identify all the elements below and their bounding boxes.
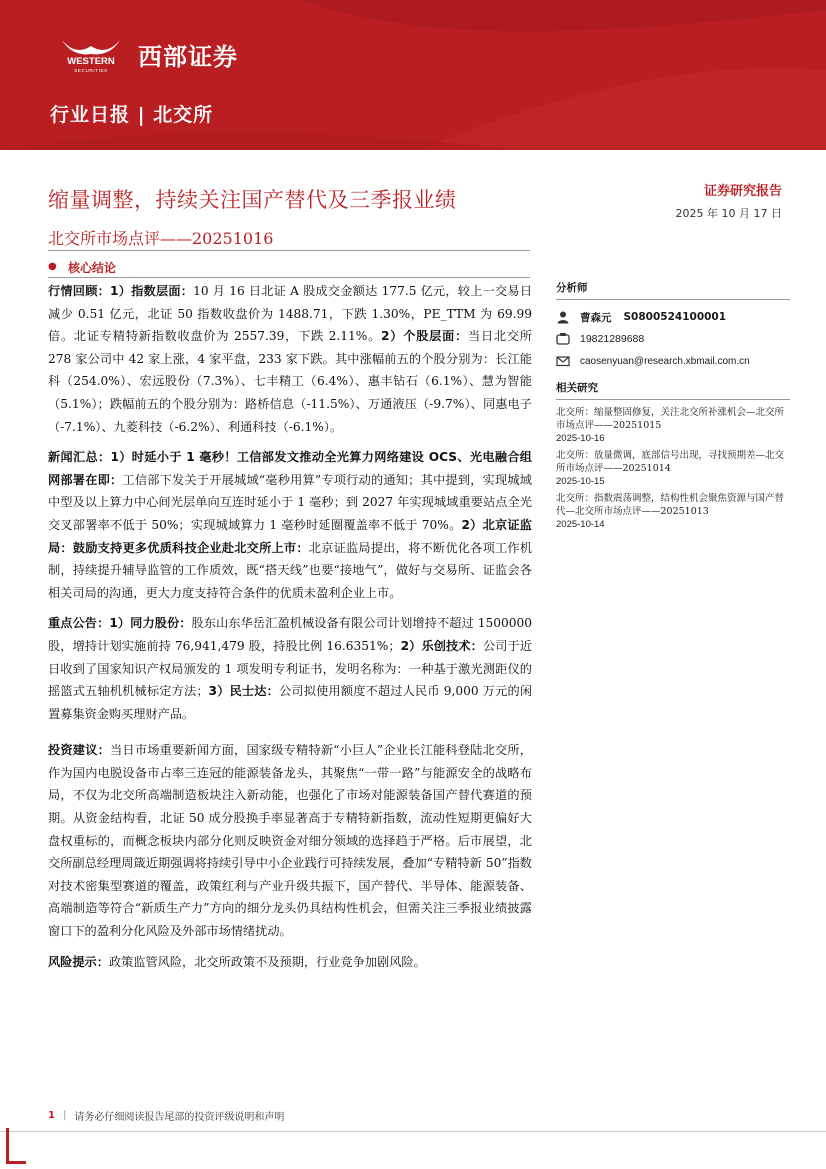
report-title: 缩量调整，持续关注国产替代及三季报业绩: [48, 188, 457, 212]
logo-cn: 西部证券: [138, 42, 238, 71]
analyst-phone: 19821289688: [580, 333, 645, 345]
bullet-icon: ●: [48, 261, 57, 272]
paragraph-news: [48, 446, 532, 604]
main-body: [48, 280, 532, 973]
logo-en: WESTERN: [67, 56, 115, 67]
person-icon: [556, 310, 570, 324]
paragraph-gap: [48, 604, 532, 612]
p5-bold-0: 风险提示：: [48, 954, 109, 969]
related-item[interactable]: [556, 406, 790, 445]
related-item[interactable]: [556, 492, 790, 531]
analyst-row: [556, 306, 790, 328]
related-item-date: 2025-10-14: [556, 519, 605, 530]
bull-horns-icon: [52, 34, 130, 74]
logo-en-sub: SECURITIES: [74, 68, 108, 73]
paragraph-gap: [48, 943, 532, 951]
phone-icon: [556, 332, 570, 346]
p3-bold-1: 2）乐创技术：: [400, 638, 483, 653]
paragraph-investment-advice: [48, 739, 532, 942]
p1-text-0: 10 月 16 日北证 A 股成交金额达 177.5 亿元，较上一交易日减少 0.51 亿元，北证 50 指数收盘价为 1488.71，下跌 1.30%，PE_TTM 为 69.99 倍。北证专精特新指数收盘价为 2557.39，下跌 2.11%。: [48, 284, 533, 344]
core-title: 核心结论: [68, 261, 117, 275]
sidebar: [556, 280, 790, 535]
related-item-text: 北交所：指数震荡调整，结构性机会聚焦资源与国产替代—北交所市场点评——20251013: [556, 493, 785, 517]
related-item-text: 北交所：放量微调，底部信号出现，寻找预期差—北交所市场点评——20251014: [556, 450, 785, 474]
p2-text-0: 工信部下发关于开展城域“毫秒用算”专项行动的通知；其中提到，实现城域中型及以上算力中心间光层单向互连时延小于 1 毫秒；到 2027 年实现城域重要站点全光交叉部署率不低于 50%；实现城域算力 1 毫秒时延圈覆盖率不低于 70%。: [48, 472, 532, 532]
p3-text-0: 股东山东华岳汇盈机械设备有限公司计划增持不超过 1500000 股，增持计划实施前持 76,941,479 股，持股比例 16.6351%；: [48, 616, 533, 653]
corner-accent-horizontal: [6, 1161, 26, 1164]
related-item-text: 北交所：缩量整固修复，关注北交所补涨机会—北交所市场点评——20251015: [556, 407, 785, 431]
p4-text-0: 当日市场重要新闻方面，国家级专精特新“小巨人”企业长江能科登陆北交所，作为国内电脱设备市占率三连冠的能源装备龙头，其聚焦“一带一路”与能源安全的战略布局，不仅为北交所高端制造板块注入新动能，也强化了市场对能源装备国产替代赛道的预期。从资金结构看，北证 50 成分股换手率显著高于专精特新指数，流动性短期更偏好大盘权重标的，而概念板块内部分化则反映资金对细分领域的选择趋于严格。后市展望，北交所副总经理周箴近期强调将持续引导中小企业践行可持续发展，叠加“专精特新 50”指数对技术密集型赛道的覆盖，政策红利与产业升级共振下，国产替代、半导体、能源装备、高端制造等符合“新质生产力”方向的细分龙头仍具结构性机会，但需关注三季报业绩披露窗口下的盈利分化风险及外部市场情绪扰动。: [48, 743, 532, 939]
footer-rule: [0, 1131, 826, 1132]
analyst-cert: S0800524100001: [623, 311, 727, 323]
paragraph-announcements: [48, 612, 532, 725]
report-subtitle: 北交所市场点评——20251016: [48, 229, 274, 248]
header-wave-decoration: [0, 0, 826, 150]
analyst-heading: 分析师: [556, 280, 790, 300]
p1-bold-1: 2）个股层面：: [381, 329, 468, 344]
footer-disclaimer: 请务必仔细阅读报告尾部的投资评级说明和声明: [74, 1112, 285, 1123]
paragraph-market-review: [48, 280, 532, 438]
phone-row: [556, 328, 790, 350]
p3-text-2: 公司拟使用额度不超过人民币 9,000 万元的闲置募集资金购买理财产品。: [48, 684, 533, 721]
related-heading: 相关研究: [556, 380, 790, 400]
p2-bold-0: 新闻汇总：1）时延小于 1 毫秒！工信部发文推动全光算力网络建设 OCS、光电融合组网部署在即：: [48, 450, 532, 487]
header-band: [0, 0, 826, 150]
p2-text-1: 北京证监局提出，将不断优化各项工作机制，持续提升辅导监管的工作质效，既“搭天线”也要“接地气”，做好与交易所、证监会各相关司局的沟通，更大力度支持符合条件的优质未盈利企业上市。: [48, 540, 533, 600]
core-conclusion-heading: [48, 258, 530, 278]
report-kind: 行业日报 | 北交所: [50, 104, 214, 126]
p5-text-0: 政策监管风险，北交所政策不及预期，行业竞争加剧风险。: [108, 954, 426, 969]
p3-bold-0: 重点公告：1）同力股份：: [48, 616, 192, 631]
page-footer: [48, 1108, 284, 1123]
related-item[interactable]: [556, 449, 790, 488]
paragraph-risk: [48, 951, 532, 974]
p4-bold-0: 投资建议：: [48, 743, 111, 758]
title-divider: [48, 250, 530, 251]
related-item-date: 2025-10-15: [556, 476, 605, 487]
brand-logo: [52, 34, 238, 74]
analyst-name: 曹森元: [580, 311, 612, 324]
related-list: [556, 406, 790, 531]
footer-separator: |: [62, 1110, 67, 1121]
paragraph-gap: [48, 438, 532, 446]
corner-accent-vertical: [6, 1128, 9, 1164]
p3-bold-2: 3）民士达：: [208, 684, 280, 699]
p1-text-1: 当日北交所 278 家公司中 42 家上涨，4 家平盘，233 家下跌。其中涨幅前五的个股分别为：长江能科（254.0%）、宏远股份（7.3%）、七丰精工（6.4%）、惠丰钻石（6.1%）、慧为智能（5.1%）；跌幅前五的个股分别为：路桥信息（-11.5%）、万通液压（-9.7%）、同惠电子（-7.1%）、九菱科技（-6.2%）、利通科技（-6.1%）。: [48, 329, 532, 434]
western-logo-mark: [52, 34, 130, 74]
report-type: 证券研究报告: [703, 184, 782, 199]
p3-text-1: 公司于近日收到了国家知识产权局颁发的 1 项发明专利证书，发明名称为：一种基于激光测距仪的摇篮式五轴机机械标定方法；: [48, 638, 533, 699]
p2-bold-1: 2）北京证监局：鼓励支持更多优质科技企业赴北交所上市：: [48, 517, 532, 555]
analyst-email[interactable]: caosenyuan@research.xbmail.com.cn: [580, 355, 750, 367]
p1-bold-0: 行情回顾：1）指数层面：: [48, 284, 194, 298]
report-date: 2025 年 10 月 17 日: [675, 207, 782, 220]
paragraph-gap: [48, 725, 532, 739]
related-item-date: 2025-10-16: [556, 433, 605, 444]
page-number: 1: [48, 1110, 55, 1121]
email-row: [556, 350, 790, 372]
mail-icon: [556, 354, 570, 368]
